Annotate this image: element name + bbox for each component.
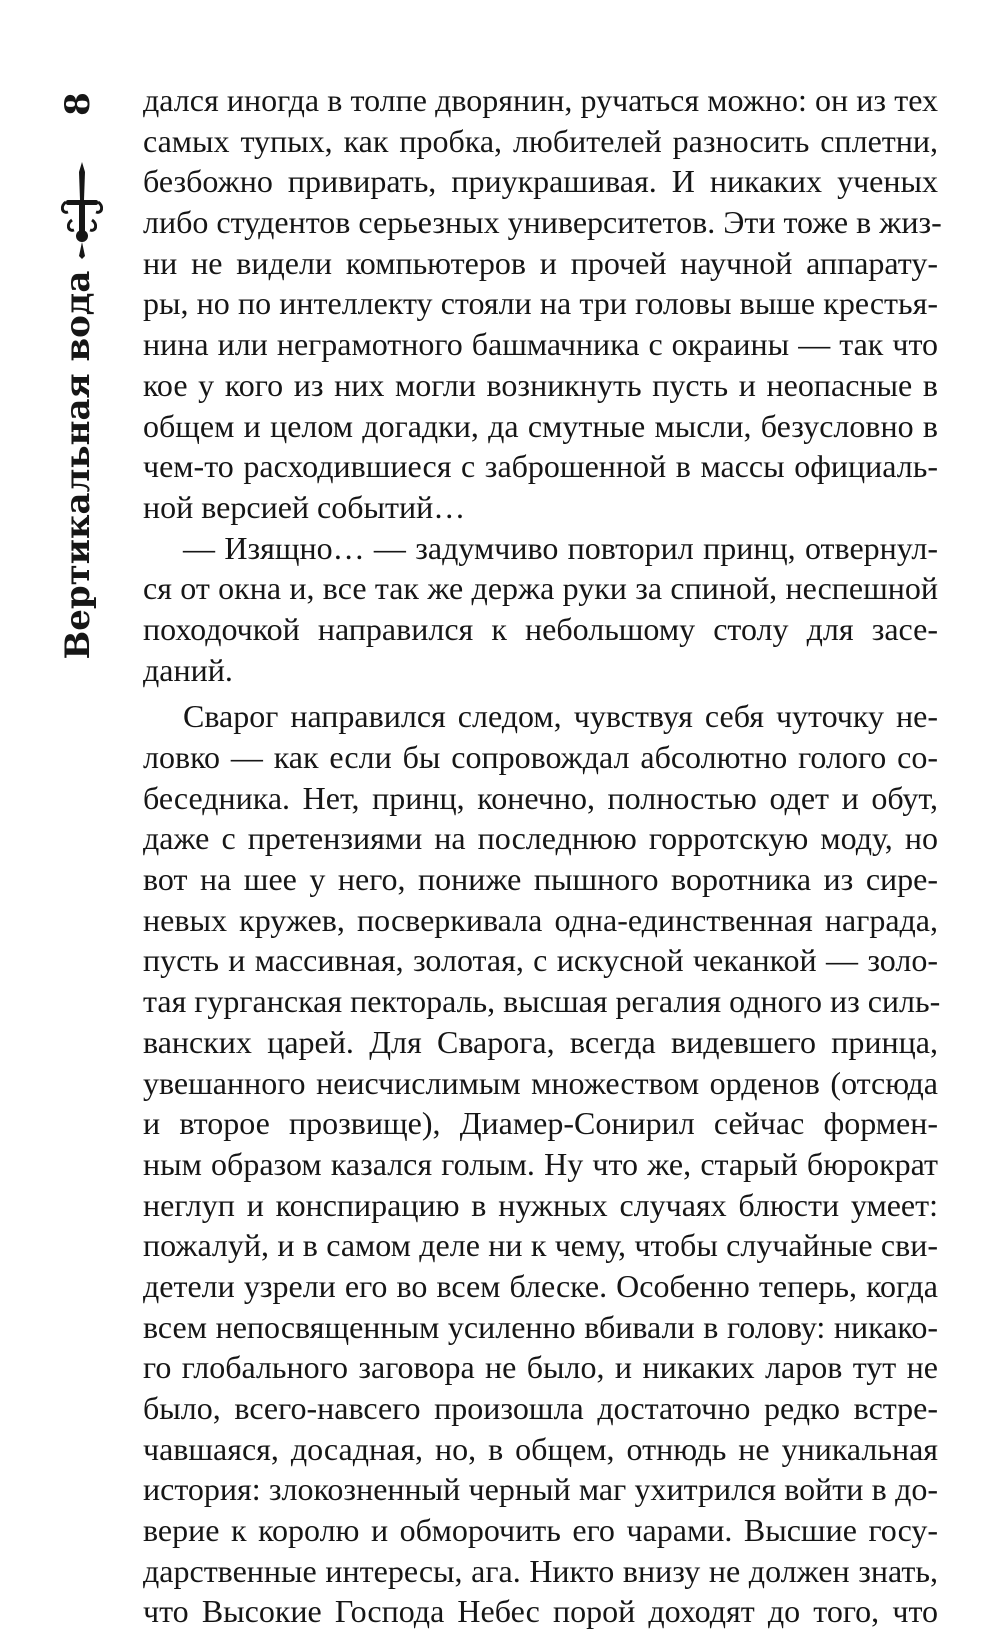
text-line: что Высокие Господа Небес порой доходят до того, что [143, 1593, 938, 1630]
text-line: ным образом казался голым. Ну что же, старый бюрократ [143, 1145, 938, 1182]
text-line: пусть и массивная, золотая, с искусной чеканкой — золо- [143, 942, 938, 979]
text-line: тая гурганская пектораль, высшая регалия одного из силь- [143, 983, 941, 1020]
text-line: кое у кого из них могли возникнуть пусть и неопасные в [143, 366, 938, 403]
text-line: было, всего-навсего произошла достаточно редко встре- [143, 1390, 938, 1426]
body-text [143, 80, 942, 1632]
text-line: беседника. Нет, принц, конечно, полностью одет и обут, [143, 779, 938, 816]
text-line: дался иногда в толпе дворянин, ручаться можно: он из тех [143, 82, 938, 118]
text-line: вот на шее у него, пониже пышного воротника из сире- [143, 861, 938, 898]
paragraph [143, 696, 941, 1632]
text-line: чавшаяся, досадная, но, в общем, отнюдь не уникальная [143, 1430, 938, 1467]
text-line: даний. [143, 651, 233, 688]
text-line: — Изящно… — задумчиво повторил принц, отвернул- [183, 529, 938, 566]
running-title: Вертикальная вода [58, 270, 98, 660]
text-line: всем непосвященным усиленно вбивали в голову: никако- [143, 1308, 938, 1345]
text-line: нина или неграмотного башмачника с окраины — так что [143, 326, 938, 363]
text-line: ловко — как если бы сопровождал абсолютно голого со- [143, 739, 938, 775]
text-line: Сварог направился следом, чувствуя себя чуточку не- [183, 698, 938, 735]
paragraph [143, 80, 942, 528]
text-line: общем и целом догадки, да смутные мысли, безусловно в [143, 407, 938, 444]
page-number: 8 [58, 92, 98, 116]
text-line: го глобального заговора не было, и никаких ларов тут не [143, 1349, 938, 1386]
text-line: детели узрели его во всем блеске. Особенно теперь, когда [143, 1267, 938, 1304]
text-line: пожалуй, и в самом деле ни к чему, чтобы случайные сви- [143, 1227, 938, 1264]
text-line: чем-то расходившиеся с заброшенной в массы официаль- [143, 448, 938, 485]
text-line: ни не видели компьютеров и прочей научной аппарату- [143, 244, 938, 281]
text-line: походочкой направился к небольшому столу для засе- [143, 610, 938, 647]
text-line: либо студентов серьезных университетов. Эти тоже в жиз- [143, 204, 942, 241]
text-line: верие к королю и обморочить его чарами. Высшие госу- [143, 1512, 938, 1549]
paragraph [143, 528, 938, 691]
text-line: дарственные интересы, ага. Никто внизу не должен знать, [143, 1552, 938, 1589]
text-line: ной версией событий… [143, 488, 466, 525]
text-line: увешанного неисчислимым множеством орденов (отсюда [143, 1064, 938, 1101]
text-line: история: злокозненный черный маг ухитрился войти в до- [143, 1471, 938, 1508]
text-line: ванских царей. Для Сварога, всегда видевшего принца, [143, 1023, 938, 1060]
text-line: даже с претензиями на последнюю горротскую моду, но [143, 820, 938, 857]
text-line: самых тупых, как пробка, любителей разносить сплетни, [143, 122, 938, 159]
text-line: ры, но по интеллекту стояли на три головы выше крестья- [143, 285, 938, 322]
text-line: неглуп и конспирацию в нужных случаях блюсти умеет: [143, 1186, 938, 1223]
text-line: ся от окна и, все так же держа руки за спиной, неспешной [143, 570, 938, 607]
text-line: и второе прозвище), Диамер-Сонирил сейчас формен- [143, 1105, 938, 1142]
text-line: невых кружев, посверкивала одна-единственная награда, [143, 901, 938, 938]
text-line: безбожно привирать, приукрашивая. И никаких ученых [143, 163, 938, 200]
ornamental-dagger-icon [60, 160, 104, 260]
